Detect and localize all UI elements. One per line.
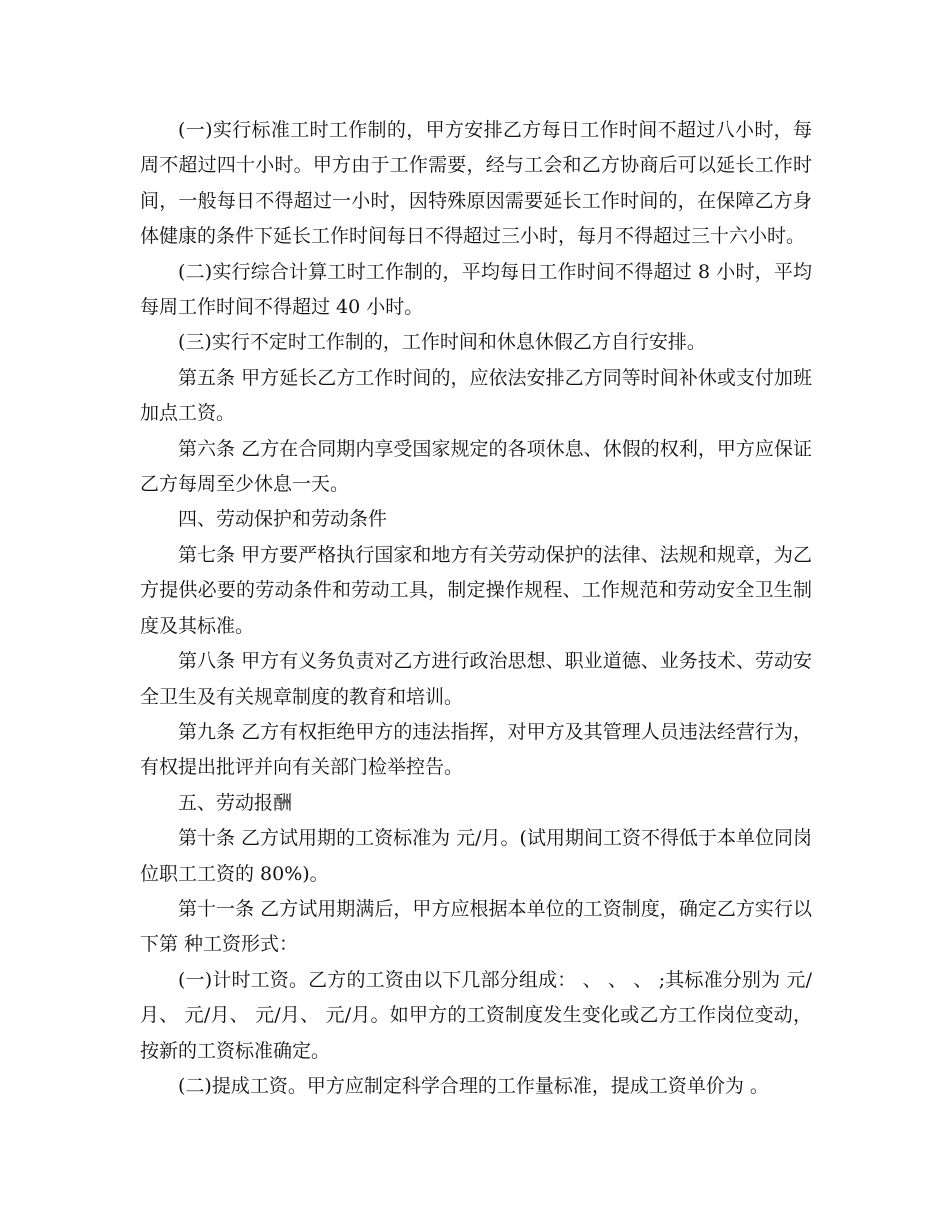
section-heading-remuneration: 五、劳动报酬 bbox=[178, 791, 293, 814]
paragraph-commission-wage: (二)提成工资。甲方应制定科学合理的工作量标准，提成工资单价为 。 bbox=[178, 1074, 769, 1097]
paragraph-article-10: 第十条 乙方试用期的工资标准为 元/月。(试用期间工资不得低于本单位同岗位职工工资的 80%)。 bbox=[140, 827, 812, 885]
paragraph-article-8: 第八条 甲方有义务负责对乙方进行政治思想、职业道德、业务技术、劳动安全卫生及有关规章制度的教育和培训。 bbox=[140, 650, 812, 708]
paragraph-article-5: 第五条 甲方延长乙方工作时间的，应依法安排乙方同等时间补休或支付加班加点工资。 bbox=[140, 366, 812, 425]
paragraph-article-11: 第十一条 乙方试用期满后，甲方应根据本单位的工资制度，确定乙方实行以下第 种工资形式： bbox=[140, 897, 812, 956]
paragraph-comprehensive-hours: (二)实行综合计算工时工作制的，平均每日工作时间不得超过 8 小时，平均每周工作时间不得超过 40 小时。 bbox=[140, 260, 812, 319]
paragraph-time-wage: (一)计时工资。乙方的工资由以下几部分组成： 、 、 、 ;其标准分别为 元/月、 元/月、 元/月、 元/月。如甲方的工资制度发生变化或乙方工作岗位变动，按新的工资标准确定。 bbox=[140, 968, 812, 1062]
section-heading-labor-protection: 四、劳动保护和劳动条件 bbox=[178, 508, 388, 531]
document-body bbox=[140, 113, 812, 1104]
paragraph-article-6: 第六条 乙方在合同期内享受国家规定的各项休息、休假的权利，甲方应保证乙方每周至少休息一天。 bbox=[140, 437, 812, 496]
paragraph-article-7: 第七条 甲方要严格执行国家和地方有关劳动保护的法律、法规和规章，为乙方提供必要的劳动条件和劳动工具，制定操作规程、工作规范和劳动安全卫生制度及其标准。 bbox=[140, 543, 812, 637]
paragraph-article-9: 第九条 乙方有权拒绝甲方的违法指挥，对甲方及其管理人员违法经营行为，有权提出批评并向有关部门检举控告。 bbox=[140, 720, 812, 779]
paragraph-standard-hours: (一)实行标准工时工作制的，甲方安排乙方每日工作时间不超过八小时，每周不超过四十小时。甲方由于工作需要，经与工会和乙方协商后可以延长工作时间，一般每日不得超过一小时，因特殊原因需要延长工作时间的，在保障乙方身体健康的条件下延长工作时间每日不得超过三小时，每月不得超过三十六小时。 bbox=[140, 119, 812, 248]
paragraph-flexible-hours: (三)实行不定时工作制的，工作时间和休息休假乙方自行安排。 bbox=[178, 331, 706, 354]
